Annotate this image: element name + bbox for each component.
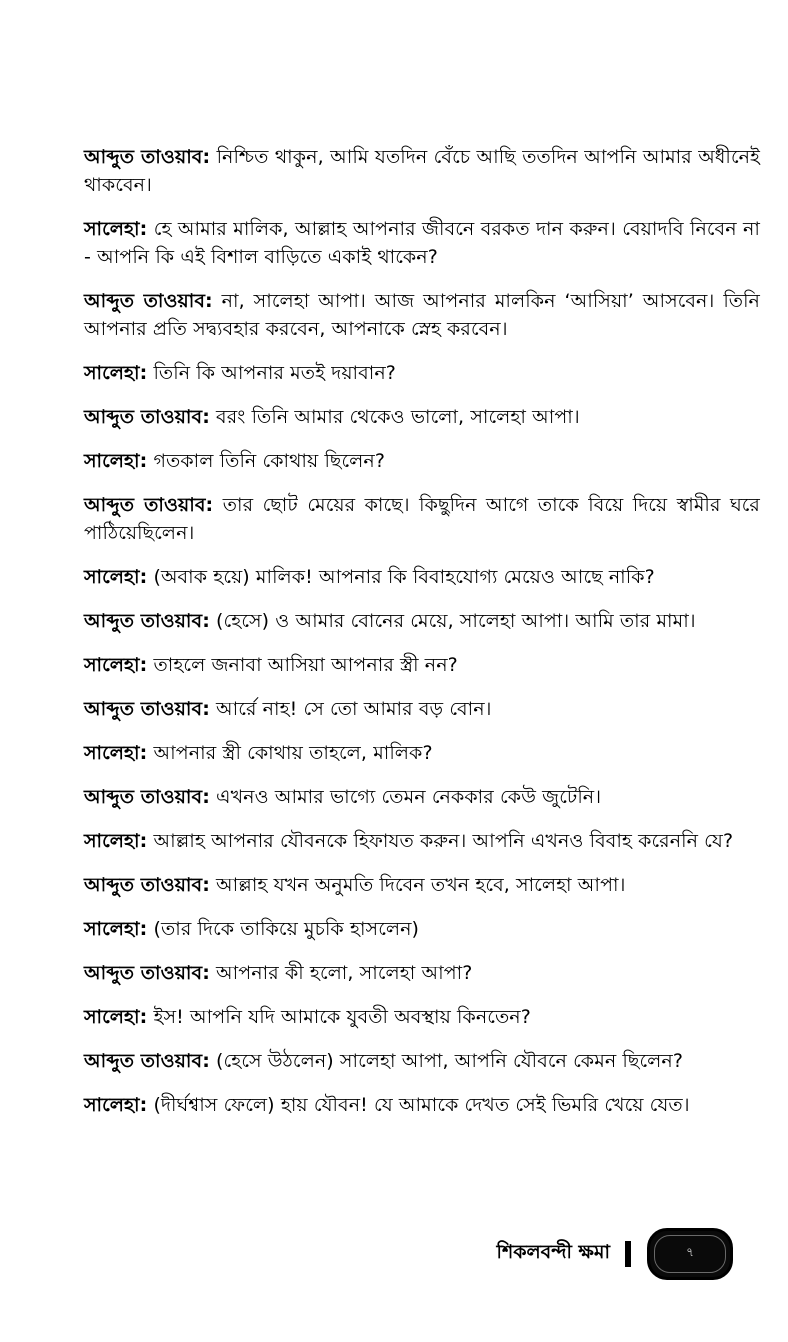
speaker-name: সালেহা: (84, 450, 148, 472)
speaker-name: আব্দুত তাওয়াব: (84, 962, 210, 984)
line-text: তাহলে জনাবা আসিয়া আপনার স্ত্রী নন? (147, 654, 458, 676)
dialogue-line (84, 871, 760, 899)
line-text: না, সালেহা আপা। আজ আপনার মালকিন ‘আসিয়া’ আসবেন। তিনি আপনার প্রতি সদ্ব্যবহার করবেন, আপনাকে স্নেহ করবেন। (84, 290, 760, 340)
speaker-name: আব্দুত তাওয়াব: (84, 874, 210, 896)
speaker-name: সালেহা: (84, 218, 148, 240)
speaker-name: আব্দুত তাওয়াব: (84, 610, 210, 632)
line-text: তিনি কি আপনার মতই দয়াবান? (147, 362, 396, 384)
dialogue-line (84, 1003, 760, 1031)
line-text: (তার দিকে তাকিয়ে মুচকি হাসলেন) (147, 918, 420, 940)
dialogue-line (84, 695, 760, 723)
dialogue-line (84, 447, 760, 475)
line-text: ইস! আপনি যদি আমাকে যুবতী অবস্থায় কিনতেন? (147, 1006, 531, 1028)
line-text: (অবাক হয়ে) মালিক! আপনার কি বিবাহযোগ্য মেয়েও আছে নাকি? (147, 566, 655, 588)
line-text: আর্রে নাহ! সে তো আমার বড় বোন। (209, 698, 492, 720)
line-text: (হেসে) ও আমার বোনের মেয়ে, সালেহা আপা। আমি তার মামা। (209, 610, 696, 632)
dialogue-line (84, 783, 760, 811)
line-text: আপনার স্ত্রী কোথায় তাহলে, মালিক? (147, 742, 433, 764)
speaker-name: সালেহা: (84, 918, 148, 940)
badge-inner-border (654, 1235, 726, 1273)
line-text: গতকাল তিনি কোথায় ছিলেন? (147, 450, 386, 472)
dialogue-line (84, 403, 760, 431)
line-text: বরং তিনি আমার থেকেও ভালো, সালেহা আপা। (209, 406, 580, 428)
speaker-name: সালেহা: (84, 1006, 148, 1028)
line-text: এখনও আমার ভাগ্যে তেমন নেককার কেউ জুটেনি। (209, 786, 602, 808)
speaker-name: সালেহা: (84, 654, 148, 676)
dialogue-line (84, 143, 760, 199)
dialogue-line (84, 563, 760, 591)
dialogue-line (84, 491, 760, 547)
speaker-name: আব্দুত তাওয়াব: (84, 1050, 210, 1072)
dialogue-line (84, 739, 760, 767)
speaker-name: আব্দুত তাওয়াব: (84, 146, 211, 168)
line-text: আপনার কী হলো, সালেহা আপা? (209, 962, 473, 984)
dialogue-line (84, 607, 760, 635)
speaker-name: আব্দুত তাওয়াব: (84, 698, 210, 720)
line-text: তার ছোট মেয়ের কাছে। কিছুদিন আগে তাকে বিয়ে দিয়ে স্বামীর ঘরে পাঠিয়েছিলেন। (84, 494, 760, 544)
page-number: ৭ (686, 1245, 694, 1259)
dialogue-line (84, 287, 760, 343)
dialogue-body (84, 143, 760, 1135)
speaker-name: সালেহা: (84, 362, 148, 384)
speaker-name: আব্দুত তাওয়াব: (84, 786, 210, 808)
line-text: আল্লাহ আপনার যৌবনকে হিফাযত করুন। আপনি এখনও বিবাহ করেননি যে? (147, 830, 734, 852)
speaker-name: সালেহা: (84, 830, 148, 852)
speaker-name: আব্দুত তাওয়াব: (84, 406, 210, 428)
dialogue-line (84, 959, 760, 987)
speaker-name: আব্দুত তাওয়াব: (84, 290, 213, 312)
speaker-name: সালেহা: (84, 566, 148, 588)
line-text: হে আমার মালিক, আল্লাহ আপনার জীবনে বরকত দান করুন। বেয়াদবি নিবেন না - আপনি কি এই বিশাল বাড়িতে একাই থাকেন? (84, 218, 760, 268)
speaker-name: সালেহা: (84, 742, 148, 764)
speaker-name: সালেহা: (84, 1094, 148, 1116)
dialogue-line (84, 827, 760, 855)
dialogue-line (84, 915, 760, 943)
dialogue-line (84, 1047, 760, 1075)
dialogue-line (84, 215, 760, 271)
page-number-badge (647, 1228, 733, 1280)
page-footer (470, 1226, 750, 1284)
line-text: (হেসে উঠলেন) সালেহা আপা, আপনি যৌবনে কেমন ছিলেন? (209, 1050, 683, 1072)
speaker-name: আব্দুত তাওয়াব: (84, 494, 214, 516)
line-text: আল্লাহ যখন অনুমতি দিবেন তখন হবে, সালেহা আপা। (209, 874, 626, 896)
book-title: শিকলবন্দী ক্ষমা (496, 1241, 610, 1263)
dialogue-line (84, 359, 760, 387)
line-text: (দীর্ঘশ্বাস ফেলে) হায় যৌবন! যে আমাকে দেখত সেই ভিমরি খেয়ে যেত। (147, 1094, 690, 1116)
divider-bar (625, 1241, 631, 1267)
dialogue-line (84, 651, 760, 679)
line-text: নিশ্চিত থাকুন, আমি যতদিন বেঁচে আছি ততদিন আপনি আমার অধীনেই থাকবেন। (84, 146, 761, 196)
dialogue-line (84, 1091, 760, 1119)
